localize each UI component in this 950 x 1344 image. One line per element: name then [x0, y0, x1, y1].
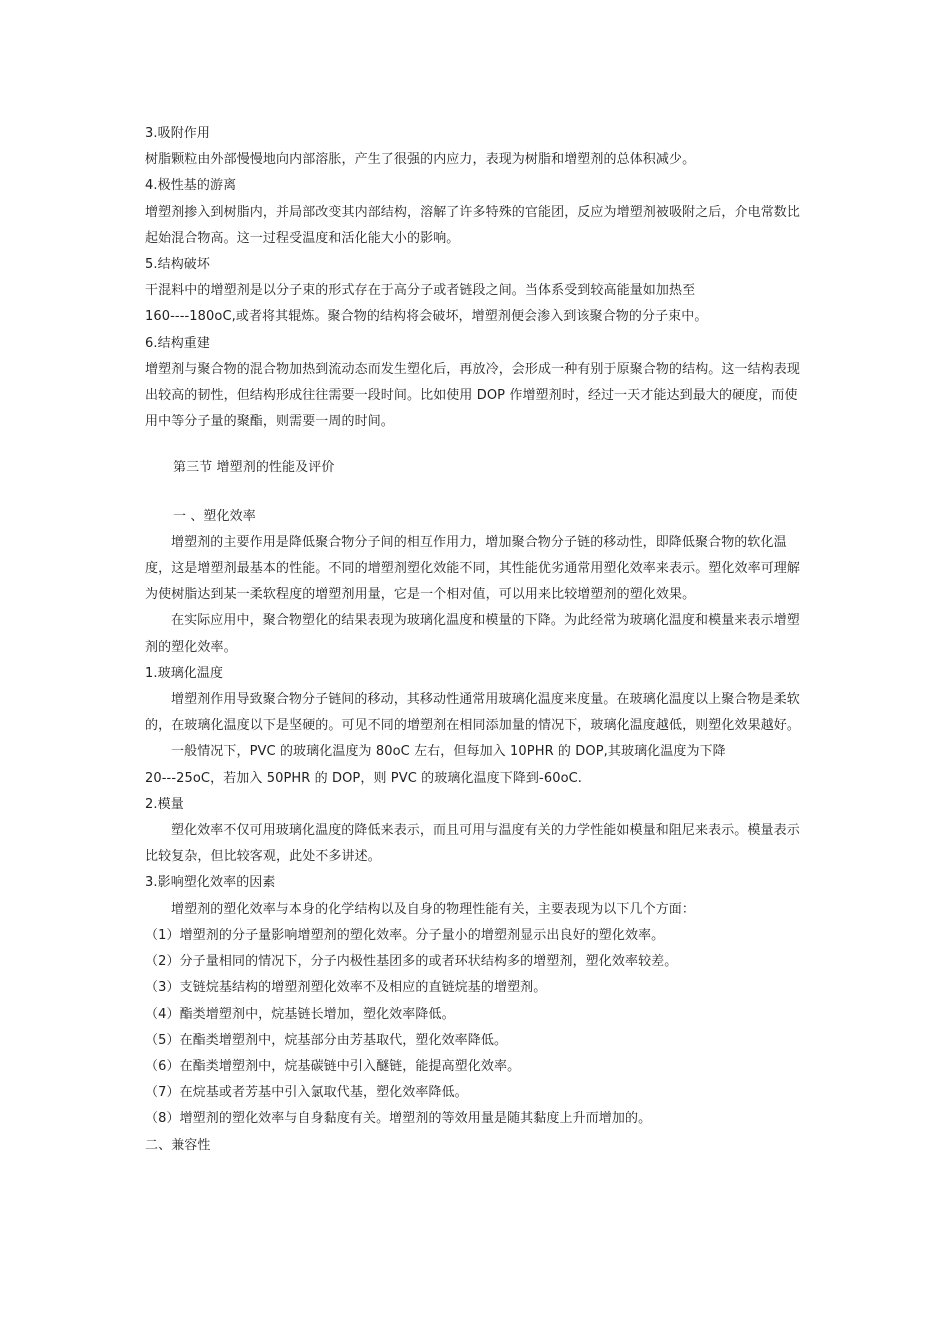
list-item: （5）在酯类增塑剂中，烷基部分由芳基取代，塑化效率降低。: [145, 1032, 508, 1048]
heading-modulus: 2.模量: [145, 796, 184, 812]
paragraph-plasticizing-intro: 增塑剂的主要作用是降低聚合物分子间的相互作用力，增加聚合物分子链的移动性，即降低聚合物的软化温度，这是增塑剂最基本的性能。不同的增塑剂塑化效能不同，其性能优劣通常用塑化效率来表示。塑化效率可理解为使树脂达到某一柔软程度的增塑剂用量，它是一个相对值，可以用来比较增塑剂的塑化效果。: [145, 534, 801, 603]
heading-structure-destruction: 5.结构破坏: [145, 257, 211, 273]
heading-glass-transition: 1.玻璃化温度: [145, 665, 224, 681]
paragraph-factors-intro: 增塑剂的塑化效率与本身的化学结构以及自身的物理性能有关，主要表现为以下几个方面：: [171, 901, 696, 917]
list-item: （6）在酯类增塑剂中，烷基碳链中引入醚链，能提高塑化效率。: [145, 1058, 521, 1074]
heading-compatibility: 二、兼容性: [145, 1137, 211, 1153]
heading-polar-group: 4.极性基的游离: [145, 178, 237, 194]
list-item: （2）分子量相同的情况下，分子内极性基团多的或者环状结构多的增塑剂，塑化效率较差。: [145, 954, 678, 970]
paragraph-adsorption: 树脂颗粒由外部慢慢地向内部溶胀，产生了很强的内应力，表现为树脂和增塑剂的总体积减少。: [145, 152, 696, 168]
paragraph-structure-destruction-line2: 160----180oC,或者将其辊炼。聚合物的结构将会破坏，增塑剂便会渗入到该聚合物的分子束中。: [145, 309, 708, 325]
list-item: （7）在烷基或者芳基中引入氯取代基，塑化效率降低。: [145, 1085, 468, 1101]
paragraph-pvc-example-line2: 20---25oC，若加入 50PHR 的 DOP，则 PVC 的玻璃化温度下降到-60oC.: [145, 770, 583, 786]
section-title: 第三节 增塑剂的性能及评价: [173, 460, 335, 476]
paragraph-structure-rebuild: 增塑剂与聚合物的混合物加热到流动态而发生塑化后，再放冷，会形成一种有别于原聚合物的结构。这一结构表现出较高的韧性，但结构形成往往需要一段时间。比如使用 DOP 作增塑剂时，经过一天才能达到最大的硬度，而使用中等分子量的聚酯，则需要一周的时间。: [145, 361, 801, 430]
heading-adsorption: 3.吸附作用: [145, 126, 211, 141]
list-item: （8）增塑剂的塑化效率与自身黏度有关。增塑剂的等效用量是随其黏度上升而增加的。: [145, 1111, 652, 1127]
list-item: （3）支链烷基结构的增塑剂塑化效率不及相应的直链烷基的增塑剂。: [145, 980, 547, 996]
list-item: （4）酯类增塑剂中，烷基链长增加，塑化效率降低。: [145, 1006, 455, 1022]
heading-factors: 3.影响塑化效率的因素: [145, 875, 276, 891]
document-body: [145, 121, 810, 1159]
paragraph-polar-group: 增塑剂掺入到树脂内，并局部改变其内部结构，溶解了许多特殊的官能团，反应为增塑剂被吸附之后，介电常数比起始混合物高。这一过程受温度和活化能大小的影响。: [145, 204, 801, 246]
heading-structure-rebuild: 6.结构重建: [145, 335, 211, 351]
paragraph-glass-transition: 增塑剂作用导致聚合物分子链间的移动，其移动性通常用玻璃化温度来度量。在玻璃化温度以上聚合物是柔软的，在玻璃化温度以下是坚硬的。可见不同的增塑剂在相同添加量的情况下，玻璃化温度越低，则塑化效果越好。: [145, 692, 801, 734]
paragraph-structure-destruction-line1: 干混料中的增塑剂是以分子束的形式存在于高分子或者链段之间。当体系受到较高能量如加热至: [145, 283, 696, 299]
subsection-title-plasticizing-efficiency: 一 、塑化效率: [173, 508, 256, 524]
paragraph-pvc-example-line1: 一般情况下，PVC 的玻璃化温度为 80oC 左右，但每加入 10PHR 的 DOP,其玻璃化温度为下降: [171, 744, 726, 760]
paragraph-practical-application: 在实际应用中，聚合物塑化的结果表现为玻璃化温度和模量的下降。为此经常为玻璃化温度和模量来表示增塑剂的塑化效率。: [145, 613, 800, 655]
paragraph-modulus: 塑化效率不仅可用玻璃化温度的降低来表示，而且可用与温度有关的力学性能如模量和阻尼来表示。模量表示比较复杂，但比较客观，此处不多讲述。: [145, 823, 800, 865]
list-item: （1）增塑剂的分子量影响增塑剂的塑化效率。分子量小的增塑剂显示出良好的塑化效率。: [145, 927, 665, 943]
